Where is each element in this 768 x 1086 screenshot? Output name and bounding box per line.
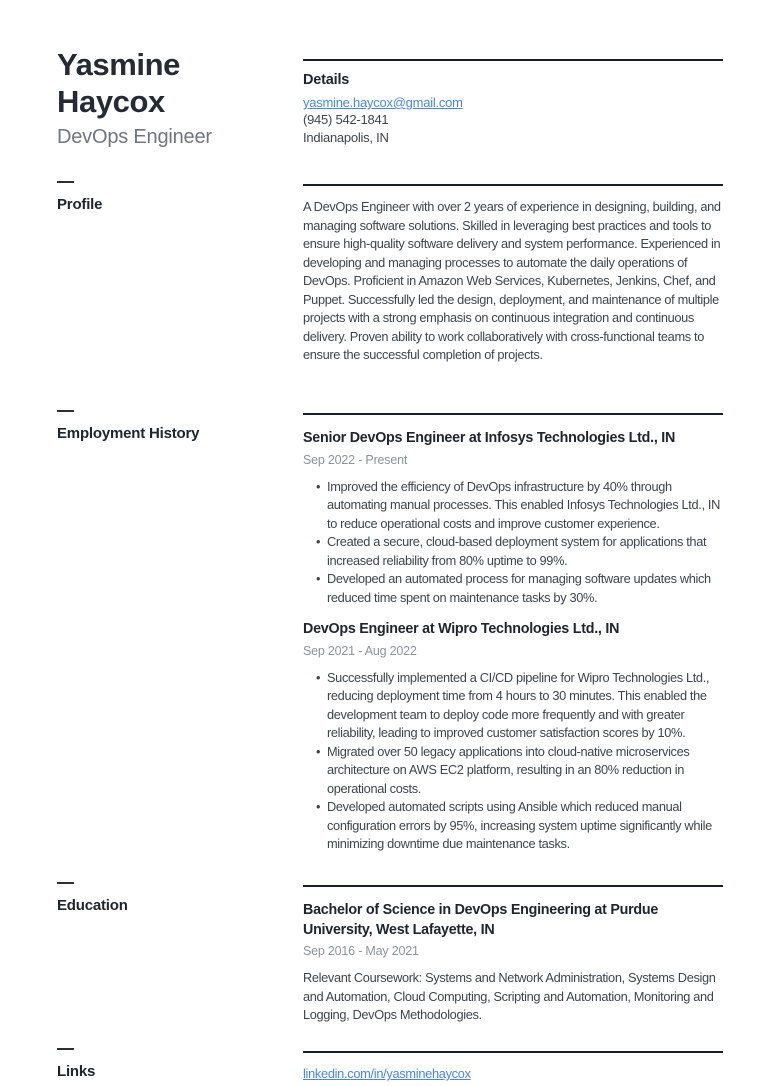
education-entry bbox=[303, 901, 723, 1025]
header-left bbox=[57, 46, 303, 150]
location-text: Indianapolis, IN bbox=[303, 129, 389, 145]
candidate-name: Yasmine Haycox bbox=[57, 47, 181, 119]
job-bullet: • Created a secure, cloud-based deployment system for applications that increased reliability from 80% uptime to 99%. bbox=[303, 533, 723, 570]
job-bullet: • Developed automated scripts using Ansible which reduced manual configuration errors by 95%, increasing system uptime significantly while minimizing downtime due maintenance tasks. bbox=[303, 798, 723, 854]
section-dash bbox=[57, 1048, 74, 1050]
profile-content bbox=[303, 181, 723, 365]
resume-header bbox=[57, 46, 723, 150]
education-dates: Sep 2016 - May 2021 bbox=[303, 944, 419, 958]
section-divider bbox=[303, 885, 723, 887]
section-divider bbox=[303, 59, 723, 61]
section-divider bbox=[303, 184, 723, 186]
job-bullet: • Developed an automated process for managing software updates which reduced time spent on maintenance tasks by 30%. bbox=[303, 570, 723, 607]
details-section bbox=[303, 46, 723, 150]
job-bullet: • Migrated over 50 legacy applications into cloud-native microservices architecture on AWS EC2 platform, resulting in an 80% reduction in operational costs. bbox=[303, 743, 723, 799]
employment-heading: Employment History bbox=[57, 425, 200, 442]
employment-label-cell bbox=[57, 410, 303, 854]
job-entry bbox=[303, 620, 723, 854]
links-heading: Links bbox=[57, 1063, 96, 1080]
section-divider bbox=[303, 1051, 723, 1053]
section-dash bbox=[57, 181, 74, 183]
links-content bbox=[303, 1048, 723, 1081]
profile-label-cell bbox=[57, 181, 303, 365]
phone-number: (945) 542-1841 bbox=[303, 112, 389, 128]
profile-heading: Profile bbox=[57, 196, 103, 213]
job-bullet: • Improved the efficiency of DevOps infrastructure by 40% through automating manual processes. This enabled Infosys Technologies Ltd., IN to reduce operational costs and improve customer experience. bbox=[303, 478, 723, 534]
contact-block bbox=[303, 94, 723, 146]
job-title: DevOps Engineer at Wipro Technologies Ltd., IN bbox=[303, 621, 620, 637]
linkedin-link[interactable]: linkedin.com/in/yasminehaycox bbox=[303, 1066, 471, 1081]
employment-section bbox=[57, 410, 723, 854]
email-link[interactable]: yasmine.haycox@gmail.com bbox=[303, 95, 463, 110]
links-section bbox=[57, 1048, 723, 1081]
profile-text: A DevOps Engineer with over 2 years of experience in designing, building, and managing software solutions. Skilled in leveraging best practices and tools to ensure high-quality software delivery and system performance. Experienced in developing and managing processes to automate the daily operations of DevOps. Proficient in Amazon Web Services, Kubernetes, Jenkins, Chef, and Puppet. Successfully led the design, deployment, and maintenance of multiple projects with a strong emphasis on continuous integration and continuous delivery. Proven ability to work collaboratively with cross-functional teams to ensure the successful completion of projects. bbox=[303, 199, 721, 362]
employment-content bbox=[303, 410, 723, 854]
job-bullet: • Successfully implemented a CI/CD pipeline for Wipro Technologies Ltd., reducing deployment time from 4 hours to 30 minutes. This enabled the development team to deploy code more frequently and with greater reliability, leading to improved customer satisfaction scores by 10%. bbox=[303, 669, 723, 743]
job-dates: Sep 2021 - Aug 2022 bbox=[303, 643, 417, 658]
section-dash bbox=[57, 882, 74, 884]
email-row bbox=[303, 94, 723, 111]
profile-section bbox=[57, 181, 723, 365]
linkedin-row bbox=[303, 1066, 723, 1081]
links-label-cell bbox=[57, 1048, 303, 1081]
section-dash bbox=[57, 410, 74, 412]
job-dates: Sep 2022 - Present bbox=[303, 452, 408, 467]
degree-title: Bachelor of Science in DevOps Engineering at Purdue University, West Lafayette, IN bbox=[303, 902, 659, 938]
education-heading: Education bbox=[57, 897, 128, 914]
job-bullet-list bbox=[303, 478, 723, 608]
job-entry bbox=[303, 429, 723, 607]
candidate-job-title: DevOps Engineer bbox=[57, 126, 212, 148]
section-divider bbox=[303, 413, 723, 415]
details-heading: Details bbox=[303, 72, 350, 88]
coursework-text: Relevant Coursework: Systems and Network Administration, Systems Design and Automation, Cloud Computing, Scripting and Automation, Monitoring and Logging, DevOps Methodologies. bbox=[303, 970, 716, 1022]
job-title: Senior DevOps Engineer at Infosys Technologies Ltd., IN bbox=[303, 430, 676, 446]
job-bullet-list bbox=[303, 669, 723, 854]
education-content bbox=[303, 882, 723, 1025]
education-label-cell bbox=[57, 882, 303, 1025]
education-section bbox=[57, 882, 723, 1025]
